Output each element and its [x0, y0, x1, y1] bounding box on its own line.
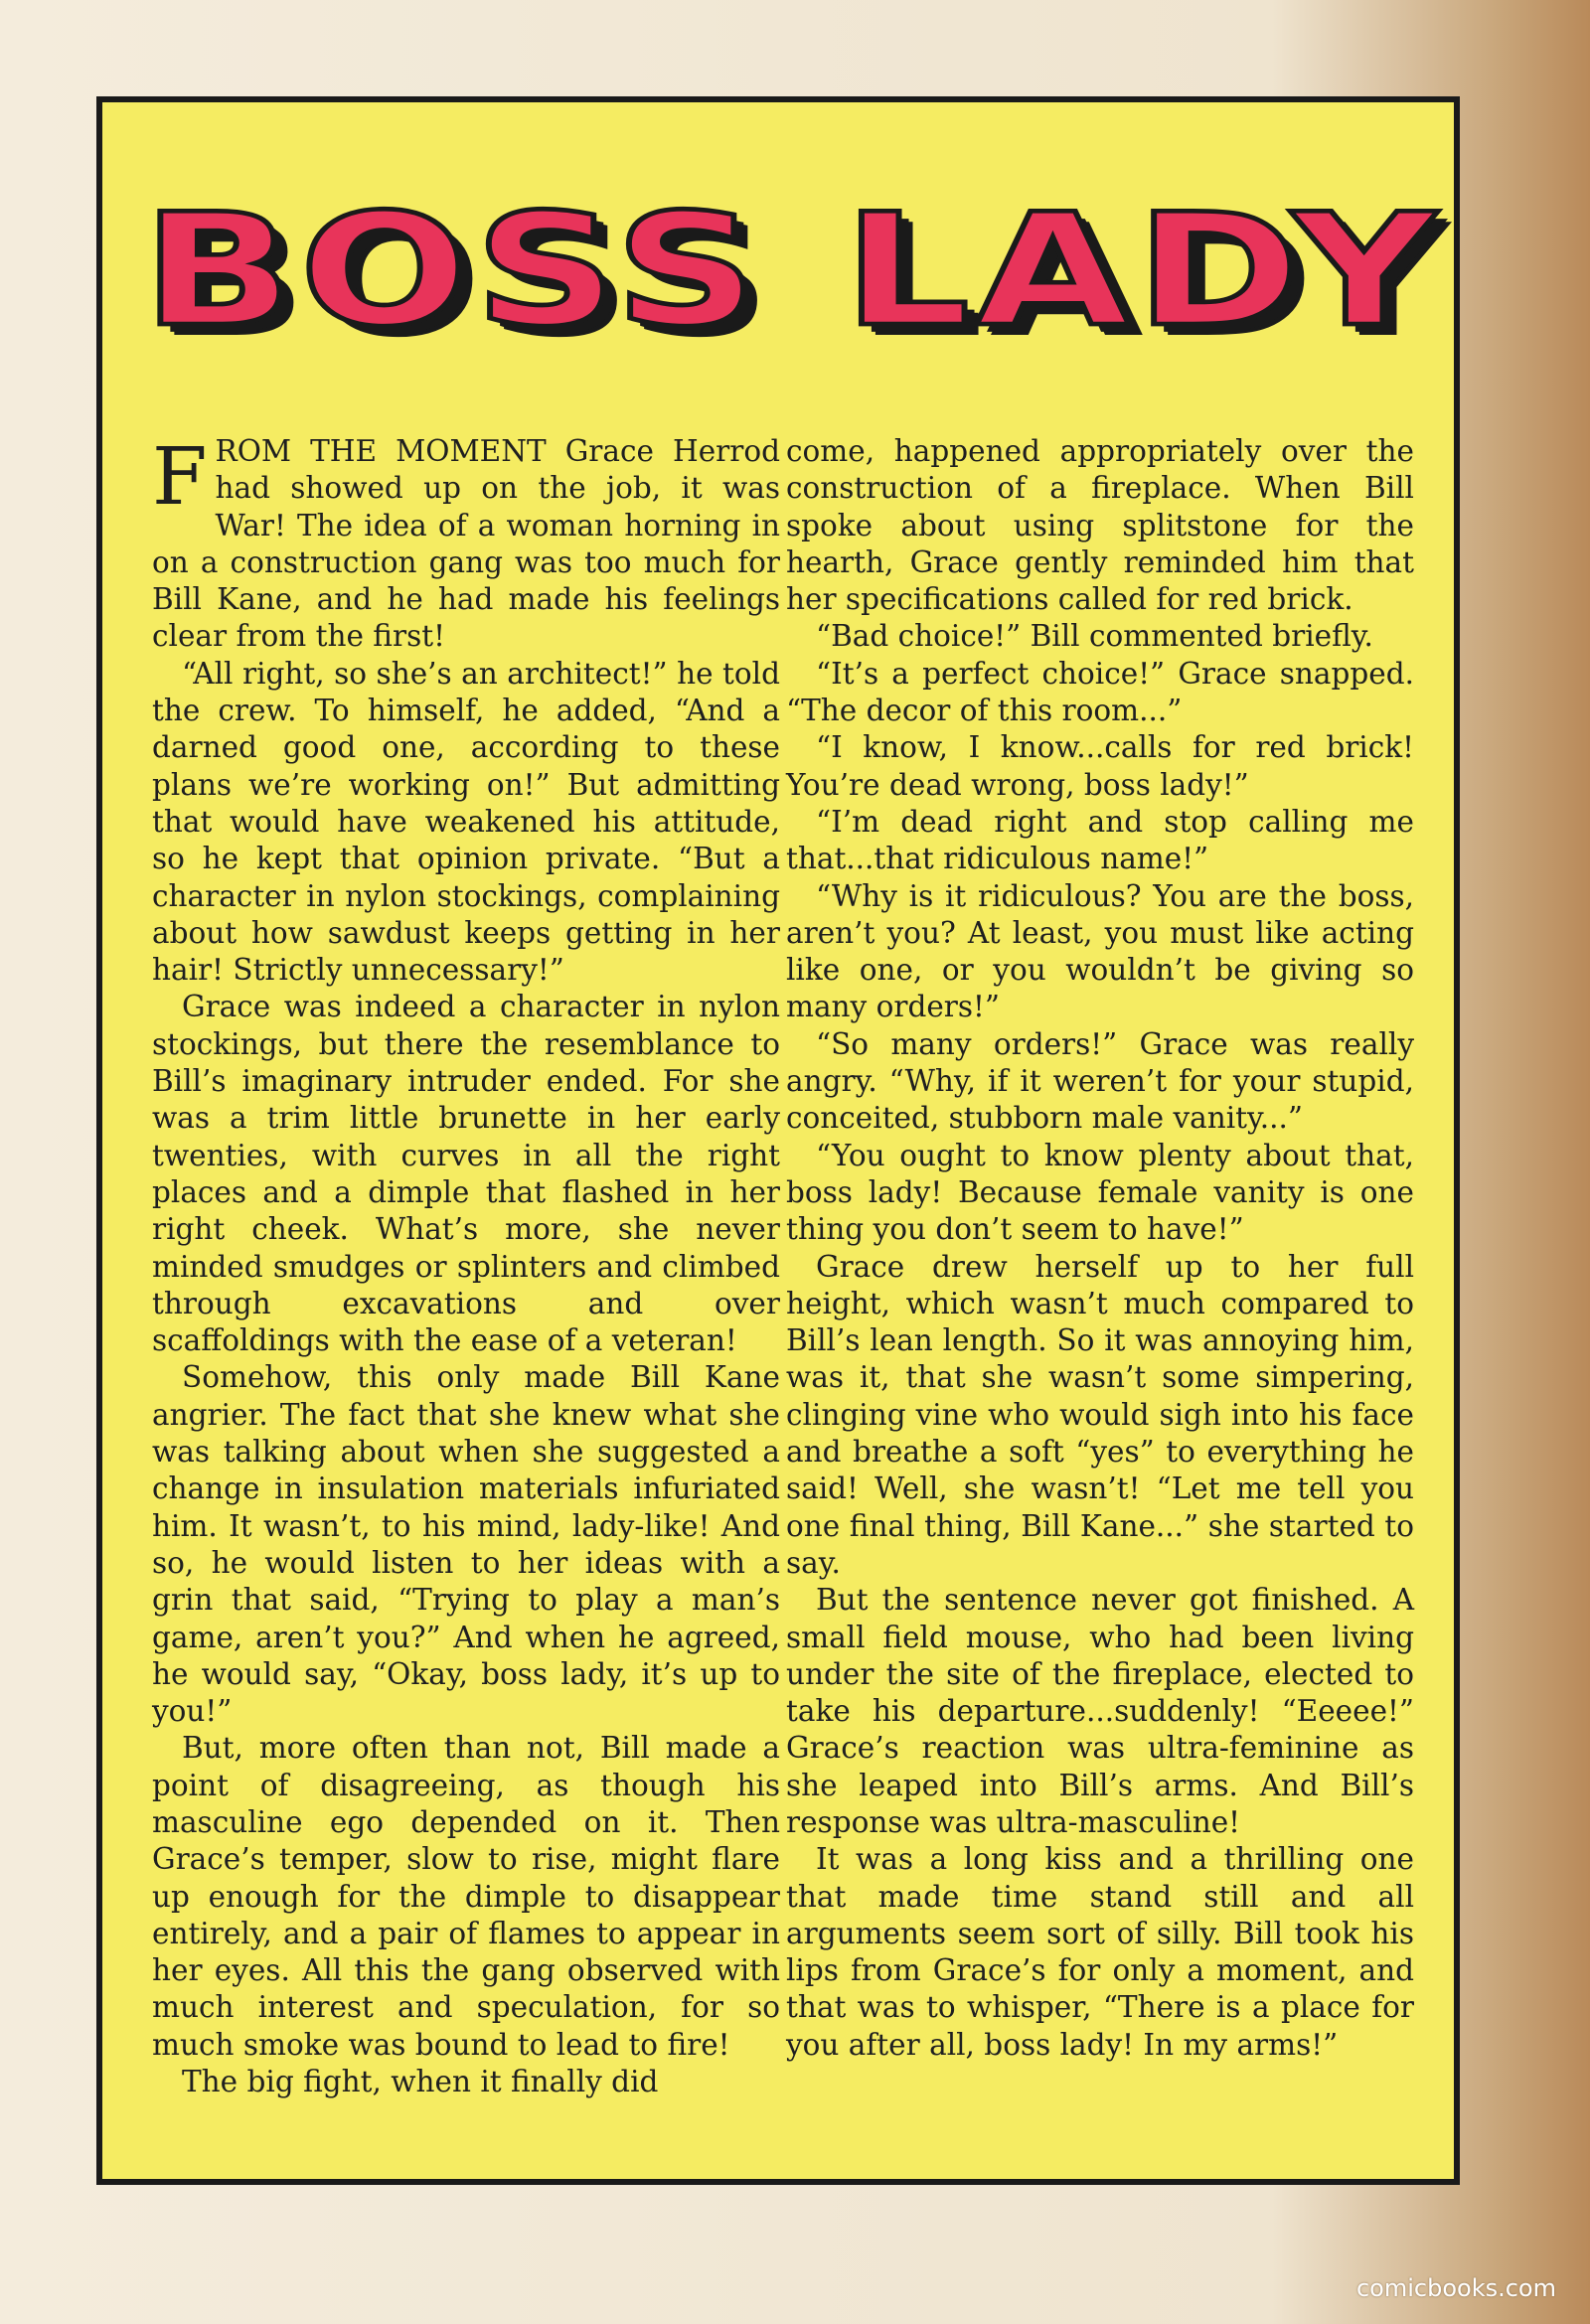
paragraph: “Bad choice!” Bill commented briefly. — [816, 619, 1373, 654]
paragraph: come, happened appropriately over the construction of a fireplace. When Bill spoke about using splitstone for the hearth, Grace gently reminded him that her specifications called for red brick. — [786, 434, 1414, 617]
text-column-left — [152, 430, 780, 2099]
title-word-boss: BOSS — [142, 180, 764, 362]
page-title — [102, 180, 1454, 362]
paragraph: Grace drew herself up to her full height, which wasn’t much compared to Bill’s lean length. So it was annoying him, was it, that she wasn’t some simpering, clinging vine who would sigh into his face and breathe a soft “yes” to everything he said! Well, she wasn’t! “Let me tell you one final thing, Bill Kane...” she started to say. — [786, 1249, 1414, 1580]
paragraph: “You ought to know plenty about that, boss lady! Because female vanity is one thing you don’t seem to have!” — [786, 1138, 1414, 1247]
paragraph: But the sentence never got finished. A small field mouse, who had been living under the site of the fireplace, elected to take his departure...suddenly! “Eeeee!” Grace’s reaction was ultra-feminine as she leaped into Bill’s arms. And Bill’s response was ultra-masculine! — [786, 1583, 1414, 1839]
paragraph: Grace was indeed a character in nylon stockings, but there the resemblance to Bill’s imaginary intruder ended. For she was a trim little brunette in her early twenties, with curves in all the right places and a dimple that flashed in her right cheek. What’s more, she never minded smudges or splinters and climbed through excavations and over scaffoldings with the ease of a veteran! — [152, 990, 780, 1358]
paragraph: FROM THE MOMENT Grace Herrod had showed up on the job, it was War! The idea of a woman horning in on a construction gang was too much for Bill Kane, and he had made his feelings clear from the first! — [152, 430, 780, 654]
paragraph: “It’s a perfect choice!” Grace snapped. “The decor of this room...” — [786, 656, 1414, 728]
text-column-right — [786, 433, 1414, 2083]
paragraph: “I know, I know...calls for red brick! You’re dead wrong, boss lady!” — [786, 730, 1414, 802]
story-panel — [96, 96, 1460, 2185]
paragraph: It was a long kiss and a thrilling one that made time stand still and all arguments seem sort of silly. Bill took his lips from Grace’s for only a moment, and that was to whisper, “There is a place for you after all, boss lady! In my arms!” — [786, 1842, 1414, 2062]
watermark: comicbooks.com — [1355, 2274, 1556, 2302]
text-columns — [152, 430, 1414, 2099]
paragraph: The big fight, when it finally did — [182, 2065, 659, 2099]
paragraph: Somehow, this only made Bill Kane angrier. The fact that she knew what she was talking about when she suggested a change in insulation materials infuriated him. It wasn’t, to his mind, lady-like! And so, he would listen to her ideas with a grin that said, “Trying to play a man’s game, aren’t you?” And when he agreed, he would say, “Okay, boss lady, it’s up to you!” — [152, 1360, 780, 1729]
drop-cap: F — [152, 430, 208, 523]
paragraph: “All right, so she’s an architect!” he told the crew. To himself, he added, “And a darned good one, according to these plans we’re working on!” But admitting that would have weakened his attitude, so he kept that opinion private. “But a character in nylon stockings, complaining about how sawdust keeps getting in her hair! Strictly unnecessary!” — [152, 656, 780, 988]
paragraph: “I’m dead right and stop calling me that...that ridiculous name!” — [786, 804, 1414, 876]
title-word-lady: LADY — [843, 180, 1443, 362]
paragraph: But, more often than not, Bill made a point of disagreeing, as though his masculine ego depended on it. Then Grace’s temper, slow to rise, might flare up enough for the dimple to disappear entirely, and a pair of flames to appear in her eyes. All this the gang observed with much interest and speculation, for so much smoke was bound to lead to fire! — [152, 1731, 780, 2062]
paragraph: “So many orders!” Grace was really angry. “Why, if it weren’t for your stupid, conceited, stubborn male vanity...” — [786, 1026, 1414, 1136]
paragraph: “Why is it ridiculous? You are the boss, aren’t you? At least, you must like acting like one, or you wouldn’t be giving so many orders!” — [786, 878, 1414, 1024]
